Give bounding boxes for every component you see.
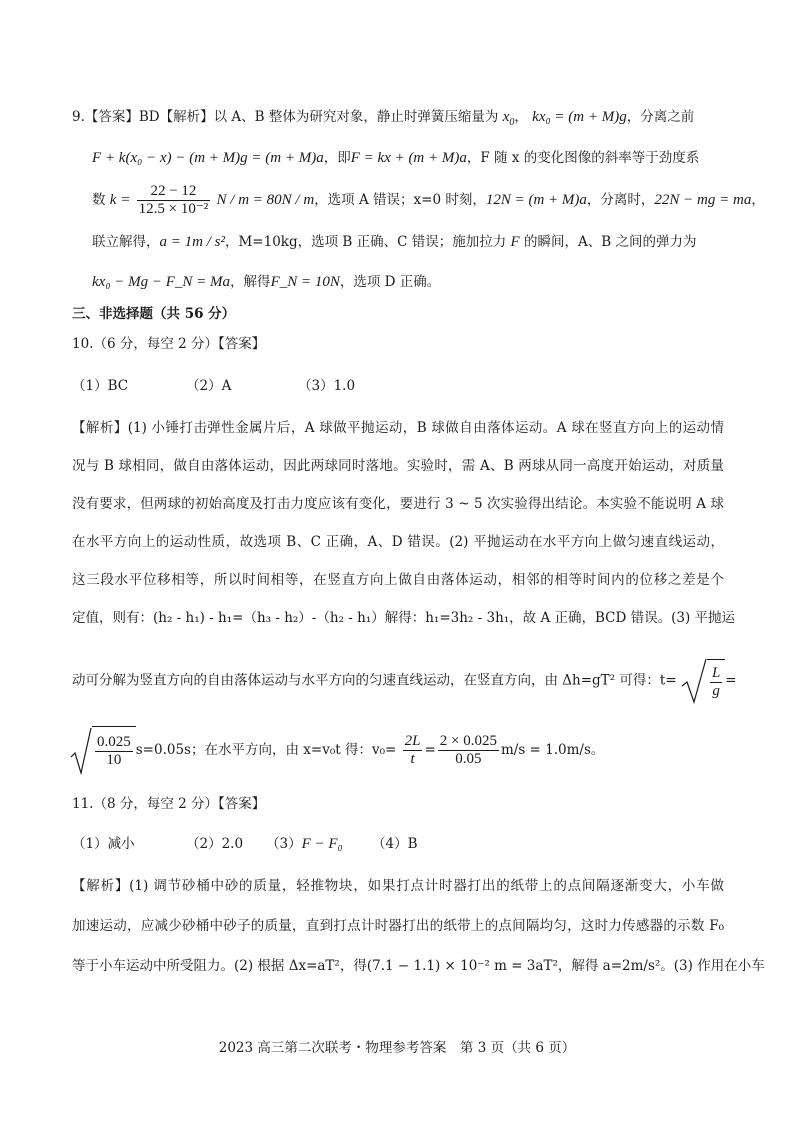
q10-frac-2L-t: $\frac{2L}{t}$ bbox=[404, 733, 421, 767]
q10-p8-eq: = bbox=[424, 742, 436, 758]
q9-end3: ， bbox=[751, 192, 765, 208]
q10-answer-2: （2）A bbox=[186, 378, 232, 394]
q10-para-6: 定值，则有：(h₂ - h₁) - h₁=（h₃ - h₂）-（h₂ - h₁）解得：h₁=3h₂ - 3h₁，故 A 正确，BCD 错误。(3) 平抛运 bbox=[72, 610, 736, 626]
q11-answers bbox=[72, 834, 724, 854]
q9-F: F bbox=[510, 234, 520, 250]
q9-shu: 数 bbox=[92, 192, 106, 208]
q9-k-eq: k = bbox=[109, 192, 131, 208]
q10-sqrt-value bbox=[70, 726, 136, 775]
q9-line4 bbox=[92, 232, 724, 252]
q9-k-unit: N / m = 80N / m bbox=[216, 192, 315, 208]
q9-line4c: 的瞬间，A、B 之间的弹力为 bbox=[524, 234, 697, 250]
q10-para-8 bbox=[70, 726, 722, 774]
q10-frac-value: $\frac{2 \times 0.025}{0.05}$ bbox=[439, 733, 497, 767]
q9-line5a: ，解得 bbox=[230, 274, 271, 290]
section-heading: 三、非选择题（共 56 分） bbox=[72, 306, 236, 322]
q10-p7-den: g bbox=[712, 682, 720, 699]
q9-sep: ，分离时， bbox=[586, 192, 655, 208]
q9-head: 9.【答案】BD【解析】以 A、B 整体为研究对象，静止时弹簧压缩量为 bbox=[72, 109, 499, 125]
q9-eq4: 12N = (m + M)a bbox=[485, 192, 587, 208]
q10-p8-a: s=0.05s；在水平方向，由 x=v₀t 得：v₀= bbox=[135, 742, 397, 758]
q11-head: 11.（8 分，每空 2 分）【答案】 bbox=[72, 796, 266, 812]
q11-para-2: 加速运动，应减少砂桶中砂子的质量，直到打点计时器打出的纸带上的点间隔均匀，这时力传感器的示数 F₀ bbox=[72, 918, 724, 934]
q10-head: 10.（6 分，每空 2 分）【答案】 bbox=[72, 336, 266, 352]
q9-eq8: F_N = 10N bbox=[270, 274, 340, 290]
q10-para-7 bbox=[72, 658, 737, 702]
q10-para-1: 【解析】(1) 小锤打击弹性金属片后，A 球做平抛运动，B 球做自由落体运动。A 球在竖直方向上的运动情 bbox=[72, 420, 724, 436]
q9-eq2: F + k(x₀ − x) − (m + M)g = (m + M)a bbox=[92, 150, 324, 166]
q11-answer-3: （3）F − F₀ bbox=[266, 836, 343, 852]
q11-answer-2: （2）2.0 bbox=[186, 836, 244, 852]
q9-eq7: kx₀ − Mg − F_N = Ma bbox=[92, 274, 231, 290]
q9-before-split: ，分离之前 bbox=[626, 109, 695, 125]
q9-line4a: 联立解得， bbox=[92, 234, 160, 250]
q9-opt-a: ，选项 A 错误；x=0 时刻， bbox=[314, 192, 486, 208]
q10-p8-num: 0.025 bbox=[97, 734, 131, 750]
q9-line3 bbox=[92, 180, 765, 220]
q9-line4b: ，M=10kg，选项 B 正确、C 错误；施加拉力 bbox=[224, 234, 507, 250]
q9-line1 bbox=[72, 107, 724, 133]
q9-line5b: ，选项 D 正确。 bbox=[339, 274, 441, 290]
q9-k-fraction bbox=[137, 183, 211, 218]
q9-mid2: ，即 bbox=[323, 150, 351, 166]
q10-answers bbox=[72, 376, 724, 396]
q9-eq1: kx₀ = (m + M)g bbox=[532, 109, 627, 125]
q9-eq3: F = kx + (m + M)a bbox=[350, 150, 467, 166]
q9-eq5: 22N − mg = ma bbox=[654, 192, 752, 208]
q10-p7-text: 动可分解为竖直方向的自由落体运动与水平方向的匀速直线运动，在竖直方向，由 Δh=gT² 可得：t= bbox=[72, 672, 677, 689]
q11-para-3: 等于小车运动中所受阻力。(2) 根据 Δx=aT²，得(7.1 − 1.1) × 10⁻² m = 3aT²，解得 a=2m/s²。(3) 作用在小车 bbox=[72, 958, 765, 974]
sqrt-sign-icon bbox=[70, 727, 92, 775]
q11-answer-1: （1）减小 bbox=[72, 836, 135, 852]
q10-p8-end: m/s = 1.0m/s。 bbox=[500, 742, 605, 758]
q9-x0: $x_0$ bbox=[502, 109, 515, 128]
q10-p8-den: 10 bbox=[106, 752, 122, 768]
q9-line2 bbox=[92, 148, 724, 168]
q11-para-1: 【解析】(1) 调节砂桶中砂的质量，轻推物块，如果打点计时器打出的纸带上的点间隔逐渐变大，小车做 bbox=[72, 878, 724, 894]
q10-para-5: 这三段水平位移相等，所以时间相等，在竖直方向上做自由落体运动，相邻的相等时间内的位移之差是个 bbox=[72, 572, 724, 588]
q9-tail2: ，F 随 x 的变化图像的斜率等于劲度系 bbox=[466, 150, 700, 166]
q9-frac-den: 12.5 × 10⁻² bbox=[138, 201, 209, 217]
q11-answer-4: （4）B bbox=[372, 836, 418, 852]
q10-sqrt-L-over-g bbox=[681, 658, 725, 704]
q10-p7-end: = bbox=[725, 672, 737, 689]
q9-frac-num: 22 − 12 bbox=[137, 183, 211, 201]
q10-para-3: 没有要求，但两球的初始高度及打击力度应该有变化，要进行 3 ~ 5 次实验得出结论。本实验不能说明 A 球 bbox=[72, 496, 724, 512]
q10-answer-1: （1）BC bbox=[72, 378, 129, 394]
q9-line5 bbox=[92, 272, 724, 292]
q10-para-4: 在水平方向上的运动性质，故选项 B、C 正确，A、D 错误。(2) 平抛运动在水平方向上做匀速直线运动， bbox=[72, 534, 724, 550]
q10-p7-num: L bbox=[711, 664, 721, 681]
q9-eq6: a = 1m / s² bbox=[159, 234, 225, 250]
q10-para-2: 况与 B 球相同，做自由落体运动，因此两球同时落地。实验时，需 A、B 两球从同一高度开始运动，对质量 bbox=[72, 458, 724, 474]
q10-answer-3: （3）1.0 bbox=[298, 378, 356, 394]
sqrt-sign-icon bbox=[681, 658, 707, 704]
page-footer: 2023 高三第二次联考・物理参考答案 第 3 页（共 6 页） bbox=[218, 1040, 576, 1056]
q9-comma: ， bbox=[514, 109, 528, 125]
